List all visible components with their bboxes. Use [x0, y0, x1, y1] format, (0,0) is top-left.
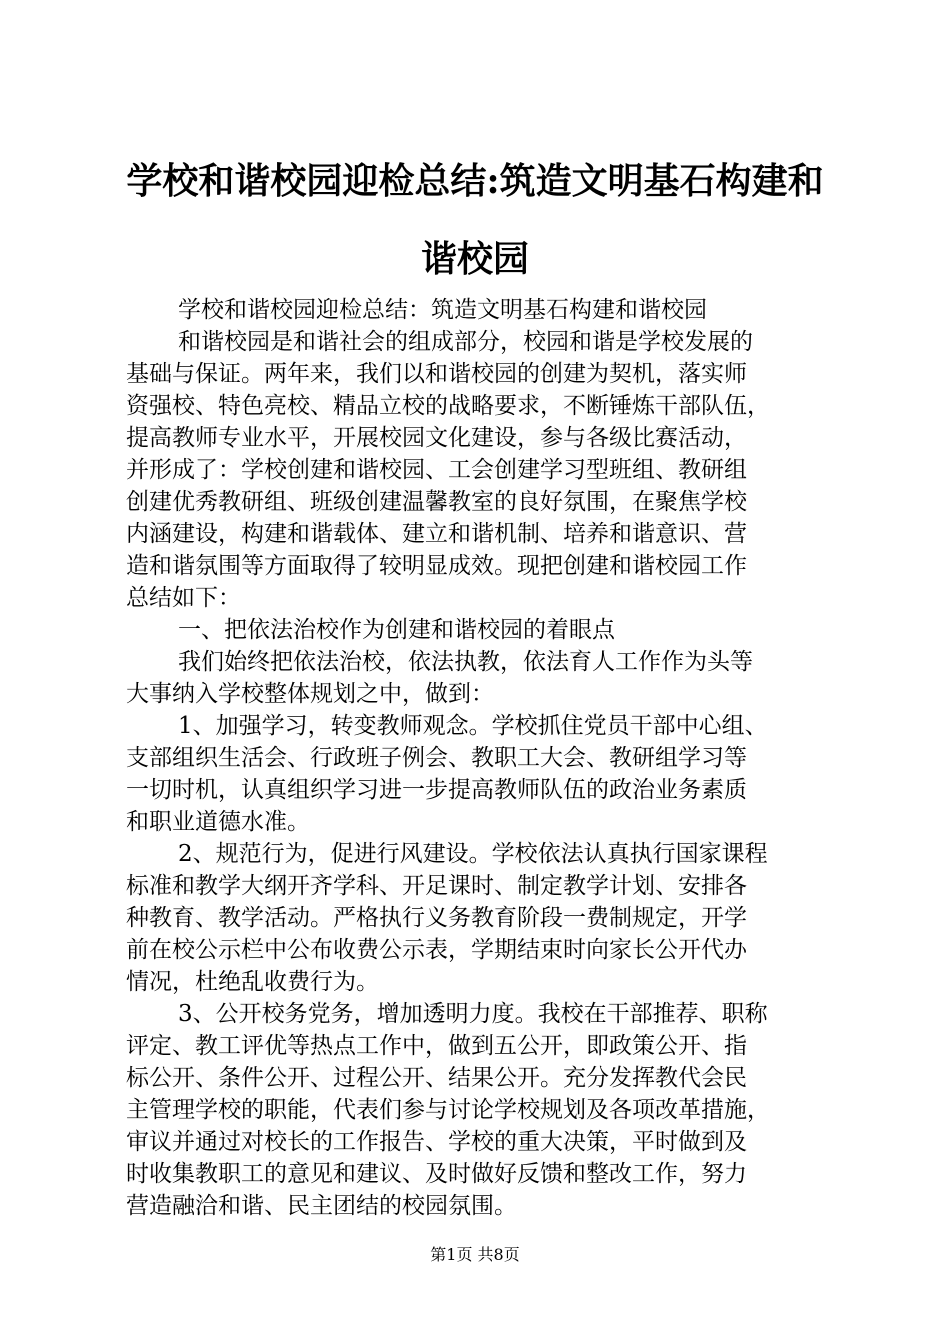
paragraph-line: 大事纳入学校整体规划之中，做到：	[126, 681, 494, 707]
paragraph	[126, 646, 836, 710]
paragraph-line: 支部组织生活会、行政班子例会、教职工大会、教研组学习等	[126, 745, 747, 771]
document-body	[126, 294, 836, 1222]
paragraph-line: 评定、教工评优等热点工作中，做到五公开，即政策公开、指	[126, 1033, 747, 1059]
paragraph	[126, 710, 836, 838]
paragraph-line: 主管理学校的职能，代表们参与讨论学校规划及各项改革措施，	[126, 1097, 770, 1123]
paragraph-line: 和谐校园是和谐社会的组成部分，校园和谐是学校发展的	[178, 329, 753, 355]
paragraph-line: 一切时机，认真组织学习进一步提高教师队伍的政治业务素质	[126, 777, 747, 803]
paragraph-line: 一、把依法治校作为创建和谐校园的着眼点	[178, 617, 615, 643]
title-line-2: 谐校园	[420, 238, 529, 280]
paragraph-line: 资强校、特色亮校、精品立校的战略要求，不断锤炼干部队伍，	[126, 393, 770, 419]
paragraph-line: 种教育、教学活动。严格执行义务教育阶段一费制规定，开学	[126, 905, 747, 931]
paragraph-line: 情况，杜绝乱收费行为。	[126, 969, 379, 995]
document-title	[100, 142, 850, 298]
paragraph-line: 审议并通过对校长的工作报告、学校的重大决策，平时做到及	[126, 1129, 747, 1155]
paragraph-line: 和职业道德水准。	[126, 809, 310, 835]
paragraph-line: 营造融洽和谐、民主团结的校园氛围。	[126, 1193, 517, 1219]
paragraph	[126, 326, 836, 614]
paragraph-line: 3、公开校务党务，增加透明力度。我校在干部推荐、职称	[178, 1001, 768, 1027]
paragraph-line: 提高教师专业水平，开展校园文化建设，参与各级比赛活动，	[126, 425, 747, 451]
paragraph-line: 前在校公示栏中公布收费公示表，学期结束时向家长公开代办	[126, 937, 747, 963]
paragraph-line: 我们始终把依法治校，依法执教，依法育人工作作为头等	[178, 649, 753, 675]
paragraph-line: 内涵建设，构建和谐载体、建立和谐机制、培养和谐意识、营	[126, 521, 747, 547]
paragraph-line: 造和谐氛围等方面取得了较明显成效。现把创建和谐校园工作	[126, 553, 747, 579]
paragraph-line: 标公开、条件公开、过程公开、结果公开。充分发挥教代会民	[126, 1065, 747, 1091]
paragraph-line: 2、规范行为，促进行风建设。学校依法认真执行国家课程	[178, 841, 768, 867]
title-line-1: 学校和谐校园迎检总结:筑造文明基石构建和	[126, 160, 824, 202]
paragraph	[126, 614, 836, 646]
paragraph-line: 1、加强学习，转变教师观念。学校抓住党员干部中心组、	[178, 713, 768, 739]
paragraph-line: 总结如下：	[126, 585, 241, 611]
paragraph	[126, 998, 836, 1222]
paragraph	[126, 294, 836, 326]
paragraph-line: 标准和教学大纲开齐学科、开足课时、制定教学计划、安排各	[126, 873, 747, 899]
page-footer: 第1页 共8页	[430, 1245, 520, 1264]
paragraph-line: 创建优秀教研组、班级创建温馨教室的良好氛围，在聚焦学校	[126, 489, 747, 515]
paragraph-line: 基础与保证。两年来，我们以和谐校园的创建为契机，落实师	[126, 361, 747, 387]
paragraph-line: 时收集教职工的意见和建议、及时做好反馈和整改工作，努力	[126, 1161, 747, 1187]
paragraph-line: 并形成了：学校创建和谐校园、工会创建学习型班组、教研组	[126, 457, 747, 483]
paragraph-line: 学校和谐校园迎检总结：筑造文明基石构建和谐校园	[178, 297, 707, 323]
paragraph	[126, 838, 836, 998]
